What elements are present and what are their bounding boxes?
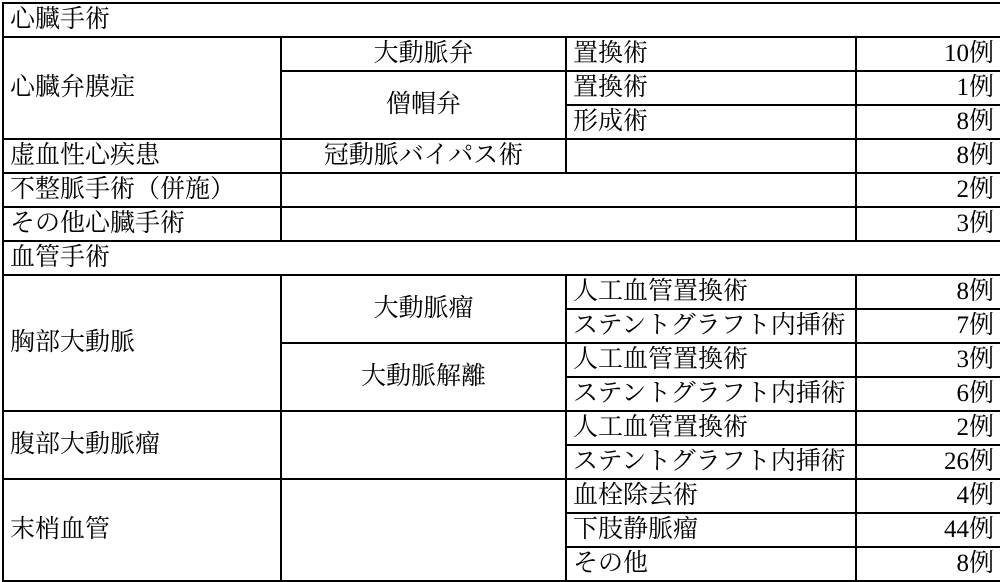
count-cell: 2例 (856, 173, 1000, 207)
count-cell: 1例 (856, 71, 1000, 105)
subcategory-cell (281, 479, 566, 581)
document-page (0, 2, 1000, 580)
count-cell: 3例 (856, 207, 1000, 241)
category-cell: 腹部大動脈瘤 (3, 411, 281, 479)
subcategory-cell (281, 411, 566, 479)
surgery-results-table (2, 2, 1000, 582)
section-heading: 心臓手術 (3, 3, 1000, 37)
category-cell: その他心臓手術 (3, 207, 281, 241)
subcategory-cell: 冠動脈バイパス術 (281, 139, 566, 173)
empty-cell (281, 207, 856, 241)
procedure-cell: 人工血管置換術 (566, 343, 856, 377)
category-cell: 胸部大動脈 (3, 275, 281, 411)
count-cell: 6例 (856, 377, 1000, 411)
empty-cell (281, 173, 856, 207)
category-cell: 末梢血管 (3, 479, 281, 581)
procedure-cell: 血栓除去術 (566, 479, 856, 513)
count-cell: 44例 (856, 513, 1000, 547)
count-cell: 26例 (856, 445, 1000, 479)
count-cell: 8例 (856, 139, 1000, 173)
subcategory-cell: 大動脈弁 (281, 37, 566, 71)
procedure-cell: ステントグラフト内挿術 (566, 377, 856, 411)
count-cell: 8例 (856, 105, 1000, 139)
count-cell: 3例 (856, 343, 1000, 377)
table-row (3, 37, 1000, 71)
procedure-cell: 形成術 (566, 105, 856, 139)
count-cell: 4例 (856, 479, 1000, 513)
table-row (3, 275, 1000, 309)
procedure-cell (566, 139, 856, 173)
table-row (3, 173, 1000, 207)
category-cell: 虚血性心疾患 (3, 139, 281, 173)
subcategory-cell: 僧帽弁 (281, 71, 566, 139)
procedure-cell: 置換術 (566, 71, 856, 105)
section-header-row (3, 3, 1000, 37)
count-cell: 7例 (856, 309, 1000, 343)
table-row (3, 207, 1000, 241)
procedure-cell: 下肢静脈瘤 (566, 513, 856, 547)
count-cell: 10例 (856, 37, 1000, 71)
subcategory-cell: 大動脈瘤 (281, 275, 566, 343)
table-row (3, 479, 1000, 513)
table-row (3, 411, 1000, 445)
subcategory-cell: 大動脈解離 (281, 343, 566, 411)
count-cell: 8例 (856, 275, 1000, 309)
table-row (3, 139, 1000, 173)
procedure-cell: ステントグラフト内挿術 (566, 445, 856, 479)
section-heading: 血管手術 (3, 241, 1000, 275)
count-cell: 2例 (856, 411, 1000, 445)
category-cell: 心臓弁膜症 (3, 37, 281, 139)
category-cell: 不整脈手術（併施） (3, 173, 281, 207)
procedure-cell: 人工血管置換術 (566, 411, 856, 445)
procedure-cell: 置換術 (566, 37, 856, 71)
procedure-cell: 人工血管置換術 (566, 275, 856, 309)
section-header-row (3, 241, 1000, 275)
procedure-cell: その他 (566, 547, 856, 581)
count-cell: 8例 (856, 547, 1000, 581)
procedure-cell: ステントグラフト内挿術 (566, 309, 856, 343)
